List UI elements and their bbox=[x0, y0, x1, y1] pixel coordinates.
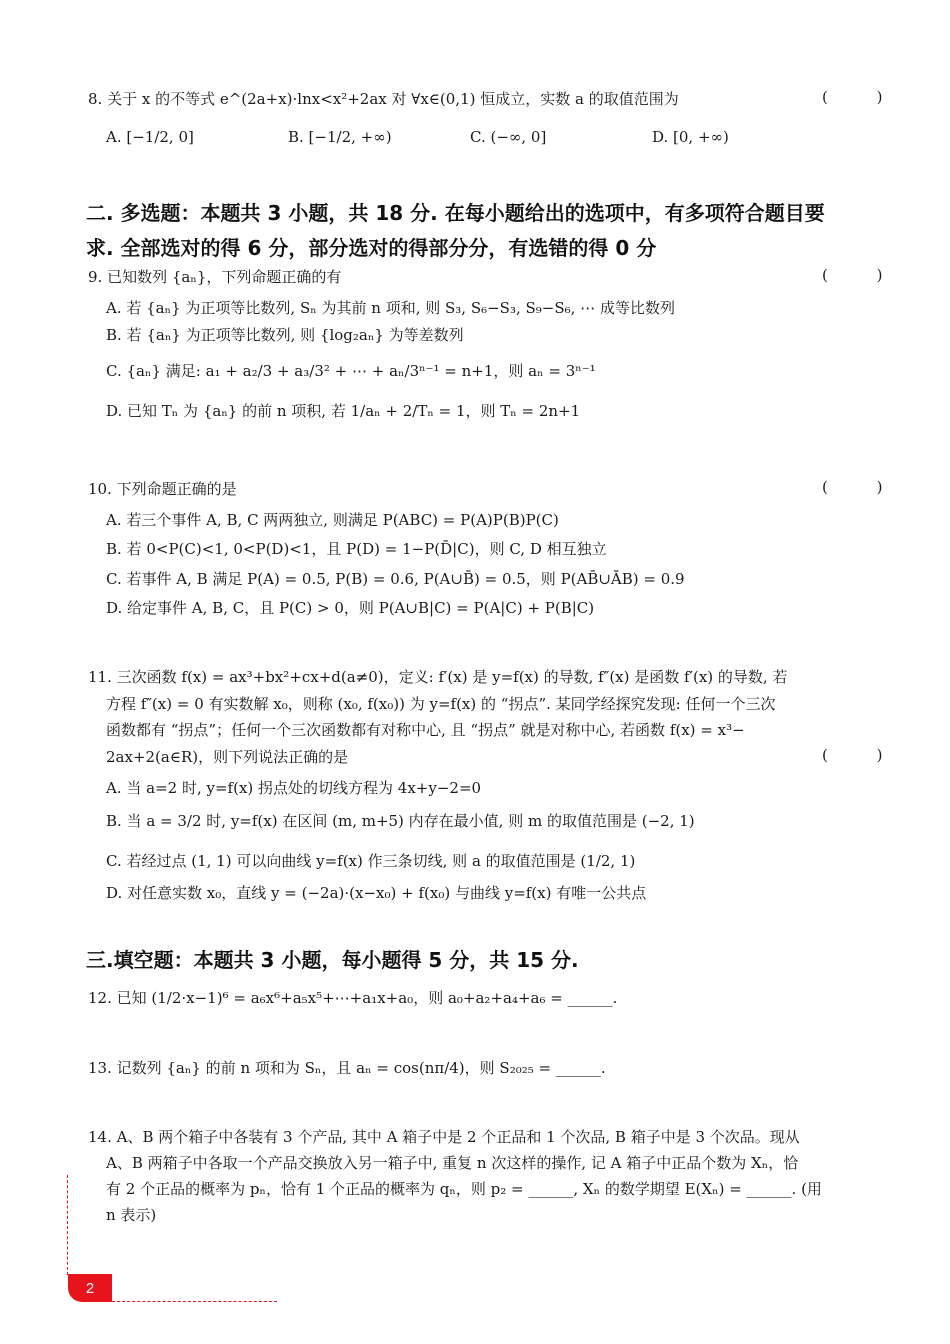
q8-option-b: B. [−1/2, +∞) bbox=[288, 128, 392, 146]
section3-heading: 三.填空题：本题共 3 小题，每小题得 5 分，共 15 分. bbox=[86, 948, 579, 972]
q11-stem-line1: 11. 三次函数 f(x) = ax³+bx²+cx+d(a≠0)，定义: f′(x) 是 y=f(x) 的导数, f″(x) 是函数 f′(x) 的导数, 若 bbox=[88, 668, 788, 686]
q9-answer-paren: ( ) bbox=[822, 266, 905, 284]
q14-line4: n 表示) bbox=[106, 1206, 157, 1224]
q10-option-c: C. 若事件 A, B 满足 P(A) = 0.5, P(B) = 0.6, P(A∪B̄) = 0.5，则 P(AB̄∪ĀB) = 0.9 bbox=[106, 570, 685, 588]
q11-option-b: B. 当 a = 3/2 时, y=f(x) 在区间 (m, m+5) 内存在最小值, 则 m 的取值范围是 (−2, 1) bbox=[106, 812, 695, 830]
q14-line3: 有 2 个正品的概率为 pₙ，恰有 1 个正品的概率为 qₙ，则 p₂ = ______, Xₙ 的数学期望 E(Xₙ) = ______. (用 bbox=[106, 1180, 822, 1198]
page-number: 2 bbox=[85, 1279, 95, 1297]
q9-option-c: C. {aₙ} 满足: a₁ + a₂/3 + a₃/3² + ⋯ + aₙ/3ⁿ⁻¹ = n+1，则 aₙ = 3ⁿ⁻¹ bbox=[106, 362, 596, 380]
q14-line2: A、B 两箱子中各取一个产品交换放入另一箱子中, 重复 n 次这样的操作, 记 A 箱子中正品个数为 Xₙ，恰 bbox=[106, 1154, 799, 1172]
q8-answer-paren: ( ) bbox=[822, 88, 905, 106]
footer-horizontal-dashed-rule bbox=[112, 1301, 277, 1302]
section2-heading-line2: 求. 全部选对的得 6 分，部分选对的得部分分，有选错的得 0 分 bbox=[86, 236, 657, 260]
footer-vertical-dashed-rule bbox=[67, 1175, 68, 1275]
q11-stem-line2: 方程 f″(x) = 0 有实数解 x₀，则称 (x₀, f(x₀)) 为 y=f(x) 的 “拐点”. 某同学经探究发现: 任何一个三次 bbox=[106, 695, 776, 713]
q9-option-b: B. 若 {aₙ} 为正项等比数列, 则 {log₂aₙ} 为等差数列 bbox=[106, 326, 464, 344]
q8-option-c: C. (−∞, 0] bbox=[470, 128, 547, 146]
q11-stem-line4: 2ax+2(a∈R)，则下列说法正确的是 bbox=[106, 748, 349, 766]
q11-stem-line3: 函数都有 “拐点”；任何一个三次函数都有对称中心, 且 “拐点” 就是对称中心, 若函数 f(x) = x³− bbox=[106, 721, 745, 739]
q12-text: 12. 已知 (1/2·x−1)⁶ = a₆x⁶+a₅x⁵+⋯+a₁x+a₀，则 a₀+a₂+a₄+a₆ = ______. bbox=[88, 989, 618, 1007]
q10-option-d: D. 给定事件 A, B, C，且 P(C) > 0，则 P(A∪B|C) = P(A|C) + P(B|C) bbox=[106, 599, 595, 617]
q8-option-d: D. [0, +∞) bbox=[652, 128, 729, 146]
q10-option-b: B. 若 0<P(C)<1, 0<P(D)<1，且 P(D) = 1−P(D̄|C)，则 C, D 相互独立 bbox=[106, 540, 607, 558]
q10-stem: 10. 下列命题正确的是 bbox=[88, 480, 237, 498]
q9-stem: 9. 已知数列 {aₙ}，下列命题正确的有 bbox=[88, 268, 342, 286]
section2-heading-line1: 二. 多选题：本题共 3 小题，共 18 分. 在每小题给出的选项中，有多项符合题目要 bbox=[86, 201, 825, 225]
page-number-badge bbox=[68, 1274, 112, 1302]
q13-text: 13. 记数列 {aₙ} 的前 n 项和为 Sₙ，且 aₙ = cos(nπ/4)，则 S₂₀₂₅ = ______. bbox=[88, 1059, 606, 1077]
q10-answer-paren: ( ) bbox=[822, 478, 905, 496]
q11-option-c: C. 若经过点 (1, 1) 可以向曲线 y=f(x) 作三条切线, 则 a 的取值范围是 (1/2, 1) bbox=[106, 852, 636, 870]
q10-option-a: A. 若三个事件 A, B, C 两两独立, 则满足 P(ABC) = P(A)P(B)P(C) bbox=[106, 511, 559, 529]
q9-option-d: D. 已知 Tₙ 为 {aₙ} 的前 n 项积, 若 1/aₙ + 2/Tₙ = 1，则 Tₙ = 2n+1 bbox=[106, 402, 581, 420]
q11-option-a: A. 当 a=2 时, y=f(x) 拐点处的切线方程为 4x+y−2=0 bbox=[106, 779, 482, 797]
q11-option-d: D. 对任意实数 x₀，直线 y = (−2a)·(x−x₀) + f(x₀) 与曲线 y=f(x) 有唯一公共点 bbox=[106, 884, 647, 902]
q14-line1: 14. A、B 两个箱子中各装有 3 个产品, 其中 A 箱子中是 2 个正品和 1 个次品, B 箱子中是 3 个次品。现从 bbox=[88, 1128, 800, 1146]
q9-option-a: A. 若 {aₙ} 为正项等比数列, Sₙ 为其前 n 项和, 则 S₃, S₆−S₃, S₉−S₆, ⋯ 成等比数列 bbox=[106, 299, 675, 317]
q8-option-a: A. [−1/2, 0] bbox=[106, 128, 194, 146]
q8-stem: 8. 关于 x 的不等式 e^(2a+x)·lnx<x²+2ax 对 ∀x∈(0,1) 恒成立，实数 a 的取值范围为 bbox=[88, 90, 679, 108]
q11-answer-paren: ( ) bbox=[822, 746, 905, 764]
